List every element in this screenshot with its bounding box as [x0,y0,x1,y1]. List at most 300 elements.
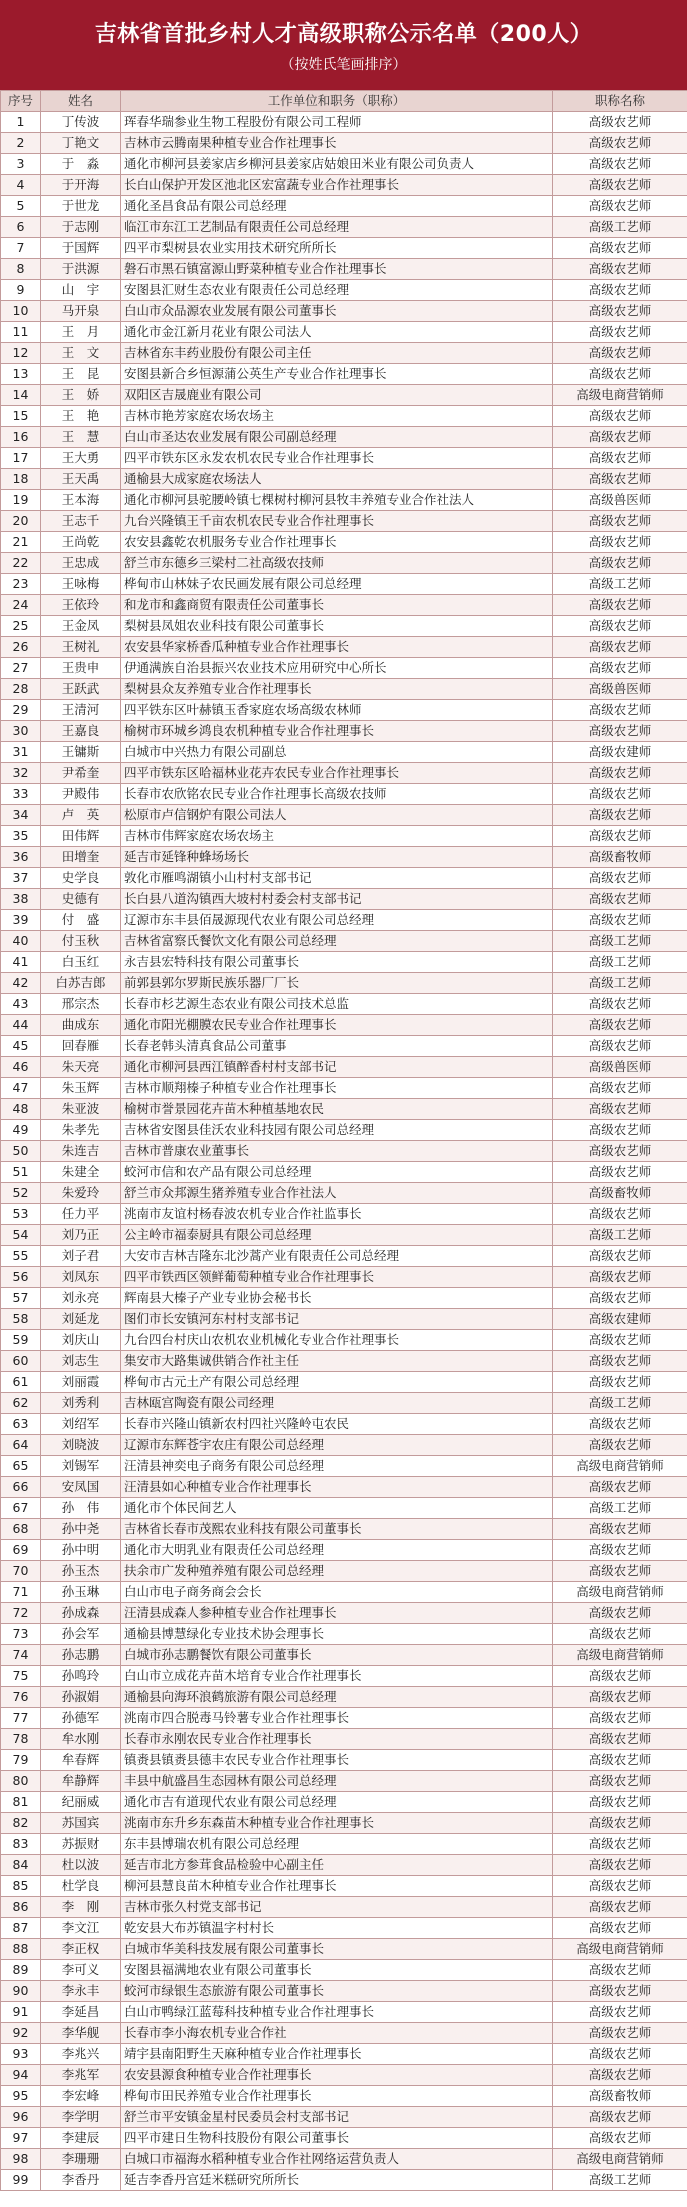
work-unit: 敦化市雁鸣湖镇小山村村支部书记 [121,868,553,889]
title-name: 高级工艺师 [553,1225,687,1246]
work-unit: 图们市长安镇河东村村支部书记 [121,1309,553,1330]
table-row [1,1855,687,1876]
work-unit: 吉林省长春市茂熙农业科技有限公司董事长 [121,1519,553,1540]
title-name: 高级农艺师 [553,868,687,889]
work-unit: 汪清县成森人参种植专业合作社理事长 [121,1603,553,1624]
person-name: 李文江 [41,1918,121,1939]
row-number: 43 [1,994,41,1015]
row-number: 13 [1,364,41,385]
title-name: 高级农艺师 [553,343,687,364]
title-name: 高级农艺师 [553,1540,687,1561]
person-name: 朱天亮 [41,1057,121,1078]
row-number: 93 [1,2044,41,2065]
table-row [1,973,687,994]
table-row [1,259,687,280]
title-name: 高级农艺师 [553,994,687,1015]
table-row [1,406,687,427]
title-name: 高级农艺师 [553,2128,687,2149]
row-number: 65 [1,1456,41,1477]
title-name: 高级农艺师 [553,1876,687,1897]
row-number: 25 [1,616,41,637]
person-name: 李建辰 [41,2128,121,2149]
person-name: 孙淑娟 [41,1687,121,1708]
row-number: 20 [1,511,41,532]
title-name: 高级农艺师 [553,1855,687,1876]
row-number: 49 [1,1120,41,1141]
person-name: 尹希奎 [41,763,121,784]
table-row [1,133,687,154]
row-number: 21 [1,532,41,553]
table-row [1,1666,687,1687]
work-unit: 辽源市东丰县佰晟源现代农业有限公司总经理 [121,910,553,931]
row-number: 80 [1,1771,41,1792]
row-number: 96 [1,2107,41,2128]
row-number: 95 [1,2086,41,2107]
work-unit: 四平市梨树县农业实用技术研究所所长 [121,238,553,259]
work-unit: 四平市铁东区永发农机农民专业合作社理事长 [121,448,553,469]
title-name: 高级农艺师 [553,1834,687,1855]
title-name: 高级农艺师 [553,658,687,679]
work-unit: 延吉李香丹宫廷米糕研究所所长 [121,2170,553,2191]
person-name: 王 月 [41,322,121,343]
person-name: 朱玉辉 [41,1078,121,1099]
person-name: 杜学良 [41,1876,121,1897]
title-name: 高级农艺师 [553,595,687,616]
row-number: 88 [1,1939,41,1960]
work-unit: 舒兰市平安镇金星村民委员会村支部书记 [121,2107,553,2128]
work-unit: 前郭县郭尔罗斯民族乐器厂厂长 [121,973,553,994]
work-unit: 辽源市东辉苍宇农庄有限公司总经理 [121,1435,553,1456]
person-name: 王贵申 [41,658,121,679]
work-unit: 通化市阳光棚膜农民专业合作社理事长 [121,1015,553,1036]
row-number: 86 [1,1897,41,1918]
table-row [1,385,687,406]
row-number: 36 [1,847,41,868]
table-row [1,154,687,175]
person-name: 李学明 [41,2107,121,2128]
table-row [1,1834,687,1855]
title-name: 高级农艺师 [553,910,687,931]
row-number: 70 [1,1561,41,1582]
person-name: 尹殿伟 [41,784,121,805]
table-row [1,1897,687,1918]
title-name: 高级兽医师 [553,679,687,700]
table-row [1,742,687,763]
person-name: 王 娇 [41,385,121,406]
person-name: 于 淼 [41,154,121,175]
row-number: 16 [1,427,41,448]
title-name: 高级工艺师 [553,973,687,994]
person-name: 王清河 [41,700,121,721]
row-number: 76 [1,1687,41,1708]
title-name: 高级农艺师 [553,1246,687,1267]
row-number: 98 [1,2149,41,2170]
table-row [1,994,687,1015]
work-unit: 洮南市友谊村杨春波农机专业合作社监事长 [121,1204,553,1225]
person-name: 刘丽霞 [41,1372,121,1393]
work-unit: 通化市大明乳业有限责任公司总经理 [121,1540,553,1561]
person-name: 王嘉良 [41,721,121,742]
row-number: 67 [1,1498,41,1519]
person-name: 邢宗杰 [41,994,121,1015]
person-name: 田伟辉 [41,826,121,847]
person-name: 李正权 [41,1939,121,1960]
table-row [1,1267,687,1288]
title-name: 高级农艺师 [553,1813,687,1834]
work-unit: 通化市吉有道现代农业有限公司总经理 [121,1792,553,1813]
row-number: 57 [1,1288,41,1309]
row-number: 99 [1,2170,41,2191]
table-row [1,1477,687,1498]
person-name: 李香丹 [41,2170,121,2191]
row-number: 54 [1,1225,41,1246]
table-row [1,1771,687,1792]
person-name: 回春雁 [41,1036,121,1057]
person-name: 田增奎 [41,847,121,868]
title-name: 高级电商营销师 [553,1645,687,1666]
person-name: 王跃武 [41,679,121,700]
person-name: 王尚乾 [41,532,121,553]
person-name: 朱亚波 [41,1099,121,1120]
row-number: 37 [1,868,41,889]
person-name: 王天禹 [41,469,121,490]
work-unit: 扶余市广发种殖养殖有限公司总经理 [121,1561,553,1582]
row-number: 62 [1,1393,41,1414]
person-name: 李珊珊 [41,2149,121,2170]
title-name: 高级畜牧师 [553,2086,687,2107]
work-unit: 永吉县宏特科技有限公司董事长 [121,952,553,973]
title-name: 高级农艺师 [553,406,687,427]
table-row [1,280,687,301]
row-number: 28 [1,679,41,700]
work-unit: 白山市鸭绿江蓝莓科技种植专业合作社理事长 [121,2002,553,2023]
row-number: 11 [1,322,41,343]
person-name: 曲成东 [41,1015,121,1036]
work-unit: 四平铁东区叶赫镇玉香家庭农场高级农林师 [121,700,553,721]
person-name: 王树礼 [41,637,121,658]
work-unit: 农安县源食种植专业合作社理事长 [121,2065,553,2086]
title-name: 高级农艺师 [553,1687,687,1708]
row-number: 3 [1,154,41,175]
row-number: 30 [1,721,41,742]
table-row [1,1876,687,1897]
person-name: 王 慧 [41,427,121,448]
row-number: 23 [1,574,41,595]
person-name: 苏国宾 [41,1813,121,1834]
table-row [1,1792,687,1813]
person-name: 山 宇 [41,280,121,301]
work-unit: 乾安县大布苏镇温字村村长 [121,1918,553,1939]
title-name: 高级农艺师 [553,1771,687,1792]
table-row [1,1435,687,1456]
work-unit: 吉林市张久村党支部书记 [121,1897,553,1918]
title-name: 高级畜牧师 [553,847,687,868]
row-number: 48 [1,1099,41,1120]
table-row [1,2149,687,2170]
work-unit: 柳河县慧良苗木种植专业合作社理事长 [121,1876,553,1897]
table-row [1,1372,687,1393]
title-name: 高级农艺师 [553,1519,687,1540]
title-name: 高级农艺师 [553,1603,687,1624]
person-name: 朱孝先 [41,1120,121,1141]
work-unit: 农安县华家桥香瓜种植专业合作社理事长 [121,637,553,658]
title-name: 高级农艺师 [553,1981,687,2002]
work-unit: 舒兰市东德乡三梁村二社高级农技师 [121,553,553,574]
table-row [1,1183,687,1204]
title-name: 高级农艺师 [553,259,687,280]
table-row [1,658,687,679]
table-row [1,427,687,448]
person-name: 李宏峰 [41,2086,121,2107]
title-name: 高级农艺师 [553,154,687,175]
row-number: 31 [1,742,41,763]
person-name: 孙玉杰 [41,1561,121,1582]
row-number: 2 [1,133,41,154]
row-number: 56 [1,1267,41,1288]
person-name: 李 刚 [41,1897,121,1918]
work-unit: 蛟河市信和农产品有限公司总经理 [121,1162,553,1183]
title-name: 高级农建师 [553,1309,687,1330]
work-unit: 通榆县大成家庭农场法人 [121,469,553,490]
title-name: 高级农艺师 [553,1435,687,1456]
table-row [1,1204,687,1225]
work-unit: 通榆县博慧绿化专业技术协会理事长 [121,1624,553,1645]
work-unit: 长白县八道沟镇西大坡村村委会村支部书记 [121,889,553,910]
person-name: 刘子君 [41,1246,121,1267]
title-name: 高级工艺师 [553,1498,687,1519]
title-name: 高级农艺师 [553,763,687,784]
row-number: 9 [1,280,41,301]
row-number: 87 [1,1918,41,1939]
title-name: 高级工艺师 [553,574,687,595]
person-name: 于开海 [41,175,121,196]
table-row [1,700,687,721]
title-name: 高级工艺师 [553,952,687,973]
row-number: 19 [1,490,41,511]
row-number: 32 [1,763,41,784]
work-unit: 白山市立成花卉苗木培育专业合作社理事长 [121,1666,553,1687]
row-number: 38 [1,889,41,910]
title-name: 高级农艺师 [553,511,687,532]
table-row [1,553,687,574]
work-unit: 白山市众品源农业发展有限公司董事长 [121,301,553,322]
title-name: 高级农艺师 [553,301,687,322]
title-name: 高级农艺师 [553,112,687,133]
title-name: 高级农艺师 [553,1351,687,1372]
work-unit: 延吉市延锋种蜂场场长 [121,847,553,868]
row-number: 34 [1,805,41,826]
row-number: 63 [1,1414,41,1435]
table-row [1,1099,687,1120]
title-name: 高级农艺师 [553,1099,687,1120]
column-header-title: 职称名称 [553,91,687,112]
table-row [1,1960,687,1981]
work-unit: 农安县鑫乾农机服务专业合作社理事长 [121,532,553,553]
table-row [1,952,687,973]
table-row [1,1225,687,1246]
table-row [1,2023,687,2044]
row-number: 7 [1,238,41,259]
row-number: 50 [1,1141,41,1162]
row-number: 8 [1,259,41,280]
table-row [1,826,687,847]
work-unit: 吉林瓯宫陶瓷有限公司经理 [121,1393,553,1414]
row-number: 84 [1,1855,41,1876]
table-row [1,1981,687,2002]
row-number: 6 [1,217,41,238]
work-unit: 通化市柳河县西江镇醉香村村支部书记 [121,1057,553,1078]
work-unit: 吉林省富察氏餐饮文化有限公司总经理 [121,931,553,952]
title-name: 高级农艺师 [553,700,687,721]
title-name: 高级农艺师 [553,280,687,301]
person-name: 孙成森 [41,1603,121,1624]
person-name: 王依玲 [41,595,121,616]
title-name: 高级电商营销师 [553,1939,687,1960]
row-number: 51 [1,1162,41,1183]
work-unit: 长春市杉艺源生态农业有限公司技术总监 [121,994,553,1015]
person-name: 付 盛 [41,910,121,931]
row-number: 97 [1,2128,41,2149]
row-number: 83 [1,1834,41,1855]
work-unit: 吉林省安图县佳沃农业科技园有限公司总经理 [121,1120,553,1141]
row-number: 90 [1,1981,41,2002]
row-number: 79 [1,1750,41,1771]
person-name: 孙鸣玲 [41,1666,121,1687]
work-unit: 汪清县神奕电子商务有限公司总经理 [121,1456,553,1477]
person-name: 刘永亮 [41,1288,121,1309]
table-row [1,511,687,532]
table-body [1,112,687,2191]
table-row [1,1078,687,1099]
person-name: 孙会军 [41,1624,121,1645]
row-number: 53 [1,1204,41,1225]
candidate-table [0,90,687,2191]
document-subtitle: （按姓氏笔画排序） [280,56,407,73]
table-row [1,763,687,784]
row-number: 24 [1,595,41,616]
person-name: 白苏吉郎 [41,973,121,994]
table-row [1,448,687,469]
work-unit: 长春市兴隆山镇新农村四社兴隆岭屯农民 [121,1414,553,1435]
person-name: 王本海 [41,490,121,511]
person-name: 王咏梅 [41,574,121,595]
title-name: 高级兽医师 [553,490,687,511]
table-row [1,1246,687,1267]
row-number: 42 [1,973,41,994]
row-number: 27 [1,658,41,679]
person-name: 王金凤 [41,616,121,637]
row-number: 12 [1,343,41,364]
person-name: 刘庆山 [41,1330,121,1351]
work-unit: 延吉市北方参茸食品检验中心副主任 [121,1855,553,1876]
work-unit: 榆树市誉景园花卉苗木种植基地农民 [121,1099,553,1120]
title-name: 高级农艺师 [553,1204,687,1225]
table-row [1,679,687,700]
row-number: 22 [1,553,41,574]
work-unit: 榆树市环城乡鸿良农机种植专业合作社理事长 [121,721,553,742]
person-name: 刘乃正 [41,1225,121,1246]
person-name: 刘绍军 [41,1414,121,1435]
work-unit: 集安市大路集诚供销合作社主任 [121,1351,553,1372]
title-name: 高级电商营销师 [553,1456,687,1477]
work-unit: 长春市李小海农机专业合作社 [121,2023,553,2044]
table-row [1,1540,687,1561]
title-name: 高级农艺师 [553,1015,687,1036]
row-number: 81 [1,1792,41,1813]
work-unit: 长春老韩头清真食品公司董事 [121,1036,553,1057]
row-number: 45 [1,1036,41,1057]
table-row [1,1036,687,1057]
work-unit: 长白山保护开发区池北区宏富蔬专业合作社理事长 [121,175,553,196]
work-unit: 通化市个体民间艺人 [121,1498,553,1519]
work-unit: 九台兴隆镇王千亩农机农民专业合作社理事长 [121,511,553,532]
person-name: 史德有 [41,889,121,910]
row-number: 68 [1,1519,41,1540]
work-unit: 伊通满族自治县振兴农业技术应用研究中心所长 [121,658,553,679]
title-name: 高级农艺师 [553,1960,687,1981]
work-unit: 丰县中航盛昌生态园林有限公司总经理 [121,1771,553,1792]
title-name: 高级农艺师 [553,1750,687,1771]
person-name: 付玉秋 [41,931,121,952]
work-unit: 汪清县如心种植专业合作社理事长 [121,1477,553,1498]
table-row [1,574,687,595]
table-row [1,1708,687,1729]
title-name: 高级农艺师 [553,2002,687,2023]
row-number: 59 [1,1330,41,1351]
title-name: 高级农艺师 [553,2065,687,2086]
table-row [1,532,687,553]
work-unit: 吉林市普康农业董事长 [121,1141,553,1162]
row-number: 82 [1,1813,41,1834]
work-unit: 辉南县大榛子产业专业协会秘书长 [121,1288,553,1309]
title-name: 高级农艺师 [553,889,687,910]
person-name: 李延昌 [41,2002,121,2023]
title-name: 高级兽医师 [553,1057,687,1078]
row-number: 71 [1,1582,41,1603]
work-unit: 和龙市和鑫商贸有限责任公司董事长 [121,595,553,616]
title-name: 高级农艺师 [553,1036,687,1057]
title-name: 高级农艺师 [553,616,687,637]
work-unit: 白山市电子商务商会会长 [121,1582,553,1603]
work-unit: 桦甸市田民养殖专业合作社理事长 [121,2086,553,2107]
work-unit: 舒兰市众邦源生猪养殖专业合作社法人 [121,1183,553,1204]
document-header [0,0,687,90]
table-row [1,616,687,637]
row-number: 1 [1,112,41,133]
table-row [1,1351,687,1372]
row-number: 44 [1,1015,41,1036]
row-number: 29 [1,700,41,721]
title-name: 高级农艺师 [553,1162,687,1183]
row-number: 75 [1,1666,41,1687]
person-name: 牟静辉 [41,1771,121,1792]
title-name: 高级农艺师 [553,1561,687,1582]
table-row [1,721,687,742]
person-name: 安凤国 [41,1477,121,1498]
title-name: 高级农艺师 [553,322,687,343]
person-name: 于世龙 [41,196,121,217]
row-number: 14 [1,385,41,406]
row-number: 73 [1,1624,41,1645]
row-number: 52 [1,1183,41,1204]
row-number: 60 [1,1351,41,1372]
person-name: 孙德军 [41,1708,121,1729]
work-unit: 通化市柳河县姜家店乡柳河县姜家店姑娘田米业有限公司负责人 [121,154,553,175]
work-unit: 白城市孙志鹏餐饮有限公司董事长 [121,1645,553,1666]
title-name: 高级工艺师 [553,217,687,238]
title-name: 高级农艺师 [553,133,687,154]
table-row [1,1918,687,1939]
